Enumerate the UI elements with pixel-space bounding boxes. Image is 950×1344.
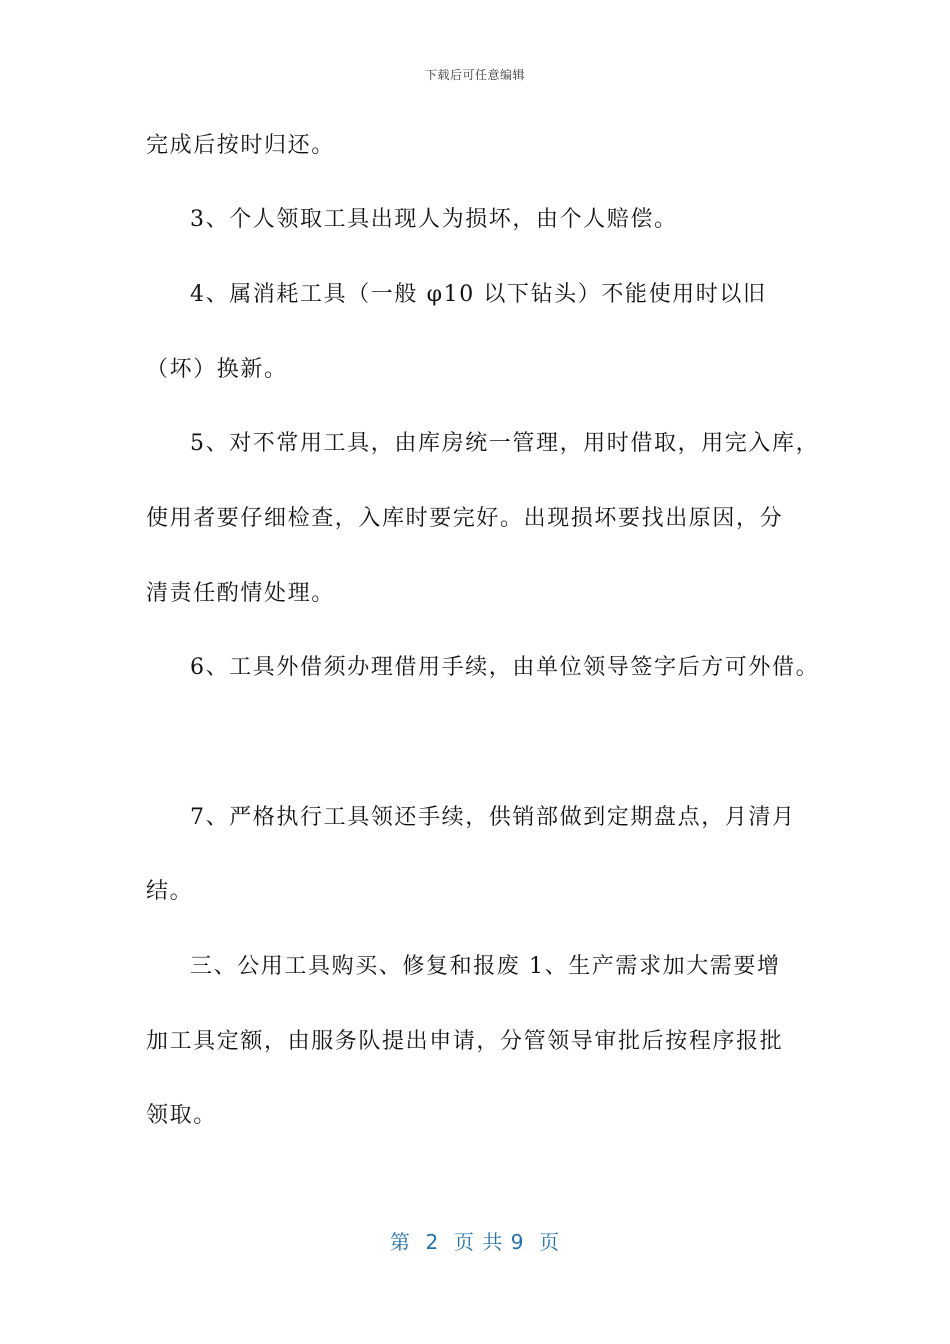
text-line: 7、严格执行工具领还手续，供销部做到定期盘点，月清月 [190,805,796,830]
text-line: 三、公用工具购买、修复和报废 1、生产需求加大需要增 [190,954,781,979]
page-number: 第 2 页 共 9 页 [389,1230,561,1254]
text-line: 5、对不常用工具，由库房统一管理，用时借取，用完入库， [190,431,820,456]
text-line: 领取。 [146,1103,217,1128]
text-line: （坏）换新。 [146,357,288,382]
text-line: 3、个人领取工具出现人为损坏，由个人赔偿。 [190,207,678,232]
text-line: 完成后按时归还。 [146,133,335,158]
text-line: 加工具定额，由服务队提出申请，分管领导审批后按程序报批 [146,1029,784,1054]
text-line: 使用者要仔细检查，入库时要完好。出现损坏要找出原因，分 [146,506,784,531]
text-line: 4、属消耗工具（一般 φ10 以下钻头）不能使用时以旧 [190,282,767,307]
page-header-watermark: 下载后可任意编辑 [424,68,525,82]
text-line: 清责任酌情处理。 [146,581,335,606]
text-line: 结。 [146,879,194,904]
text-line: 6、工具外借须办理借用手续，由单位领导签字后方可外借。 [190,655,820,680]
